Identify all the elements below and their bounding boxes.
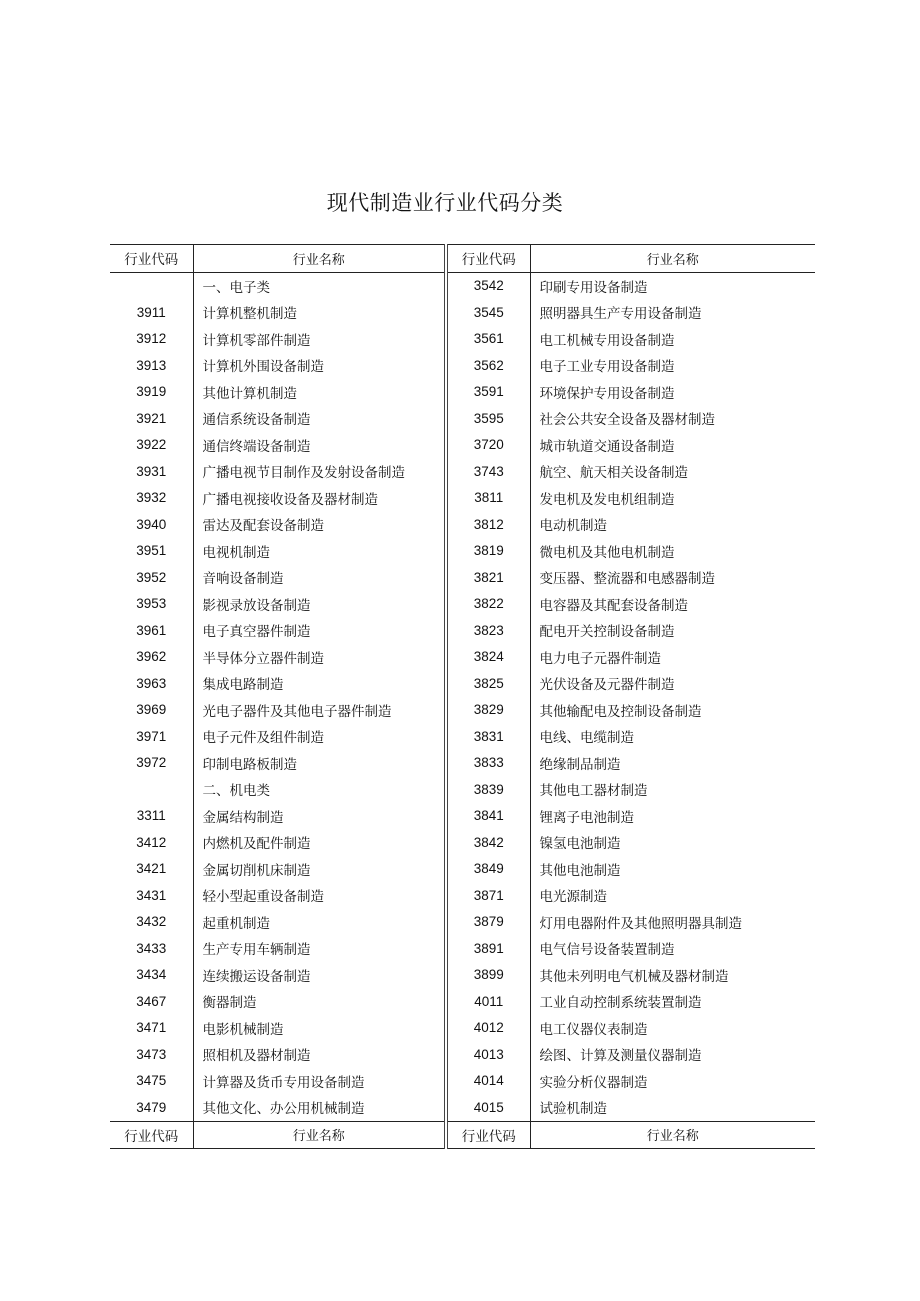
code-cell-left: 3913 — [110, 352, 193, 379]
name-cell-right: 其他未列明电气机械及器材制造 — [539, 968, 729, 985]
code-cell-right: 3825 — [446, 670, 530, 697]
table-row — [110, 432, 815, 459]
code-cell-left — [110, 272, 193, 299]
name-cell-left: 金属切削机床制造 — [193, 856, 446, 883]
code-cell-left: 3467 — [110, 988, 193, 1015]
table-row — [110, 326, 815, 353]
code-cell-right: 3545 — [446, 299, 530, 326]
table-header-row — [110, 245, 815, 273]
name-cell-left: 半导体分立器件制造 — [193, 644, 446, 671]
name-cell-right: 电动机制造 — [539, 518, 607, 535]
name-cell-right: 其他电池制造 — [539, 862, 621, 879]
code-cell-right: 3561 — [446, 326, 530, 353]
code-cell-left: 3434 — [110, 962, 193, 989]
name-cell-right: 绝缘制品制造 — [539, 756, 621, 773]
table-row — [110, 856, 815, 883]
code-cell-right: 3829 — [446, 697, 530, 724]
code-cell-left: 3961 — [110, 617, 193, 644]
code-cell-left: 3921 — [110, 405, 193, 432]
name-cell-left: 广播电视接收设备及器材制造 — [193, 485, 446, 512]
name-cell-left: 音响设备制造 — [193, 564, 446, 591]
code-cell-right: 4013 — [446, 1041, 530, 1068]
code-cell-right: 3542 — [446, 272, 530, 299]
table-row — [110, 591, 815, 618]
footer-code-right: 行业代码 — [446, 1121, 530, 1149]
table-row — [110, 405, 815, 432]
code-cell-left: 3951 — [110, 538, 193, 565]
code-cell-left: 3412 — [110, 829, 193, 856]
table-row — [110, 882, 815, 909]
name-cell-right: 变压器、整流器和电感器制造 — [539, 571, 715, 588]
name-cell-left: 其他计算机制造 — [193, 379, 446, 406]
code-cell-right: 3562 — [446, 352, 530, 379]
code-cell-right: 3839 — [446, 776, 530, 803]
name-cell-left: 计算器及货币专用设备制造 — [193, 1068, 446, 1095]
code-cell-left: 3911 — [110, 299, 193, 326]
code-cell-right: 3821 — [446, 564, 530, 591]
table-row — [110, 803, 815, 830]
name-cell-right: 印刷专用设备制造 — [539, 279, 648, 296]
name-cell-left: 照相机及器材制造 — [193, 1041, 446, 1068]
code-cell-left: 3471 — [110, 1015, 193, 1042]
name-cell-right: 电气信号设备装置制造 — [539, 942, 675, 959]
name-cell-right: 电线、电缆制造 — [539, 730, 634, 747]
name-cell-left: 印制电路板制造 — [193, 750, 446, 777]
name-cell-left: 生产专用车辆制造 — [193, 935, 446, 962]
name-cell-right: 电光源制造 — [539, 889, 607, 906]
name-cell-right: 电工仪器仪表制造 — [539, 1021, 648, 1038]
name-cell-left: 电子真空器件制造 — [193, 617, 446, 644]
code-cell-left: 3922 — [110, 432, 193, 459]
header-code-right: 行业代码 — [446, 245, 530, 273]
name-cell-right: 配电开关控制设备制造 — [539, 624, 675, 641]
name-cell-right: 实验分析仪器制造 — [539, 1074, 648, 1091]
name-cell-left: 内燃机及配件制造 — [193, 829, 446, 856]
table-row — [110, 723, 815, 750]
code-cell-right: 3849 — [446, 856, 530, 883]
code-cell-right: 3833 — [446, 750, 530, 777]
name-cell-right: 环境保护专用设备制造 — [539, 385, 675, 402]
table-row — [110, 644, 815, 671]
code-cell-right: 4012 — [446, 1015, 530, 1042]
name-cell-left: 计算机外围设备制造 — [193, 352, 446, 379]
footer-name-left: 行业名称 — [193, 1121, 446, 1149]
code-cell-right: 3899 — [446, 962, 530, 989]
code-cell-left: 3953 — [110, 591, 193, 618]
code-cell-left: 3421 — [110, 856, 193, 883]
code-cell-right: 3824 — [446, 644, 530, 671]
table-row — [110, 511, 815, 538]
table-row — [110, 909, 815, 936]
industry-code-table — [110, 244, 815, 1149]
table-row — [110, 564, 815, 591]
code-cell-right: 3831 — [446, 723, 530, 750]
name-cell-left: 计算机零部件制造 — [193, 326, 446, 353]
table-row — [110, 538, 815, 565]
name-cell-right: 电工机械专用设备制造 — [539, 332, 675, 349]
table-row — [110, 935, 815, 962]
name-cell-left: 集成电路制造 — [193, 670, 446, 697]
name-cell-left: 连续搬运设备制造 — [193, 962, 446, 989]
code-cell-left: 3963 — [110, 670, 193, 697]
name-cell-right: 航空、航天相关设备制造 — [539, 465, 688, 482]
name-cell-right: 微电机及其他电机制造 — [539, 544, 675, 561]
name-cell-right: 其他电工器材制造 — [539, 783, 648, 800]
name-cell-right: 照明器具生产专用设备制造 — [539, 306, 702, 323]
name-cell-left: 光电子器件及其他电子器件制造 — [193, 697, 446, 724]
name-cell-right: 光伏设备及元器件制造 — [539, 677, 675, 694]
code-cell-right: 3842 — [446, 829, 530, 856]
name-cell-left: 轻小型起重设备制造 — [193, 882, 446, 909]
table-row — [110, 272, 815, 299]
name-cell-left: 广播电视节目制作及发射设备制造 — [193, 458, 446, 485]
table-footer-row — [110, 1121, 815, 1149]
table-row — [110, 617, 815, 644]
code-cell-left: 3971 — [110, 723, 193, 750]
code-cell-left: 3969 — [110, 697, 193, 724]
name-cell-right: 城市轨道交通设备制造 — [539, 438, 675, 455]
table-row — [110, 988, 815, 1015]
name-cell-left: 电子元件及组件制造 — [193, 723, 446, 750]
name-cell-right: 社会公共安全设备及器材制造 — [539, 412, 715, 429]
table-body — [110, 272, 815, 1121]
code-cell-left: 3931 — [110, 458, 193, 485]
name-cell-right: 电力电子元器件制造 — [539, 650, 661, 667]
code-cell-right: 3823 — [446, 617, 530, 644]
name-cell-right: 发电机及发电机组制造 — [539, 491, 675, 508]
name-cell-left: 电视机制造 — [193, 538, 446, 565]
code-cell-left: 3962 — [110, 644, 193, 671]
header-name-right: 行业名称 — [646, 252, 699, 268]
name-cell-left: 二、机电类 — [193, 776, 446, 803]
name-cell-right: 工业自动控制系统装置制造 — [539, 995, 702, 1012]
table-row — [110, 1068, 815, 1095]
table-row — [110, 485, 815, 512]
name-cell-right: 锂离子电池制造 — [539, 809, 634, 826]
footer-code-left: 行业代码 — [110, 1121, 193, 1149]
code-cell-left: 3932 — [110, 485, 193, 512]
code-cell-right: 3812 — [446, 511, 530, 538]
code-cell-left: 3912 — [110, 326, 193, 353]
name-cell-right: 电容器及其配套设备制造 — [539, 597, 688, 614]
code-cell-left: 3479 — [110, 1094, 193, 1121]
name-cell-right: 镍氢电池制造 — [539, 836, 621, 853]
footer-name-right: 行业名称 — [646, 1129, 699, 1145]
code-cell-left: 3311 — [110, 803, 193, 830]
code-cell-left: 3972 — [110, 750, 193, 777]
name-cell-right: 绘图、计算及测量仪器制造 — [539, 1048, 702, 1065]
table-row — [110, 670, 815, 697]
table-row — [110, 1094, 815, 1121]
name-cell-left: 通信终端设备制造 — [193, 432, 446, 459]
code-cell-right: 3819 — [446, 538, 530, 565]
code-cell-right: 3871 — [446, 882, 530, 909]
header-code-left: 行业代码 — [110, 245, 193, 273]
page-title: 现代制造业行业代码分类 — [326, 191, 564, 215]
header-name-left: 行业名称 — [193, 245, 446, 273]
table-row — [110, 458, 815, 485]
code-cell-left: 3473 — [110, 1041, 193, 1068]
code-cell-right: 3591 — [446, 379, 530, 406]
code-cell-right: 3595 — [446, 405, 530, 432]
code-cell-left: 3952 — [110, 564, 193, 591]
name-cell-left: 通信系统设备制造 — [193, 405, 446, 432]
table-row — [110, 1015, 815, 1042]
code-cell-right: 3841 — [446, 803, 530, 830]
name-cell-left: 影视录放设备制造 — [193, 591, 446, 618]
name-cell-left: 雷达及配套设备制造 — [193, 511, 446, 538]
table-row — [110, 829, 815, 856]
code-cell-left: 3431 — [110, 882, 193, 909]
code-cell-right: 3743 — [446, 458, 530, 485]
code-cell-right: 4015 — [446, 1094, 530, 1121]
name-cell-left: 起重机制造 — [193, 909, 446, 936]
code-cell-right: 3822 — [446, 591, 530, 618]
code-cell-right: 3811 — [446, 485, 530, 512]
code-cell-left — [110, 776, 193, 803]
table-row — [110, 299, 815, 326]
table-row — [110, 352, 815, 379]
name-cell-left: 电影机械制造 — [193, 1015, 446, 1042]
code-cell-left: 3475 — [110, 1068, 193, 1095]
code-cell-left: 3432 — [110, 909, 193, 936]
table-row — [110, 962, 815, 989]
code-cell-left: 3940 — [110, 511, 193, 538]
table-row — [110, 750, 815, 777]
name-cell-right: 灯用电器附件及其他照明器具制造 — [539, 915, 742, 932]
name-cell-left: 一、电子类 — [193, 272, 446, 299]
code-cell-left: 3919 — [110, 379, 193, 406]
name-cell-right: 其他输配电及控制设备制造 — [539, 703, 702, 720]
name-cell-left: 金属结构制造 — [193, 803, 446, 830]
table-row — [110, 1041, 815, 1068]
name-cell-right: 试验机制造 — [539, 1101, 607, 1118]
name-cell-right: 电子工业专用设备制造 — [539, 359, 675, 376]
name-cell-left: 计算机整机制造 — [193, 299, 446, 326]
name-cell-left: 其他文化、办公用机械制造 — [193, 1094, 446, 1121]
table-row — [110, 776, 815, 803]
code-cell-right: 3879 — [446, 909, 530, 936]
name-cell-left: 衡器制造 — [193, 988, 446, 1015]
code-cell-left: 3433 — [110, 935, 193, 962]
code-cell-right: 3891 — [446, 935, 530, 962]
code-cell-right: 4011 — [446, 988, 530, 1015]
table-row — [110, 379, 815, 406]
code-cell-right: 4014 — [446, 1068, 530, 1095]
table-row — [110, 697, 815, 724]
code-cell-right: 3720 — [446, 432, 530, 459]
